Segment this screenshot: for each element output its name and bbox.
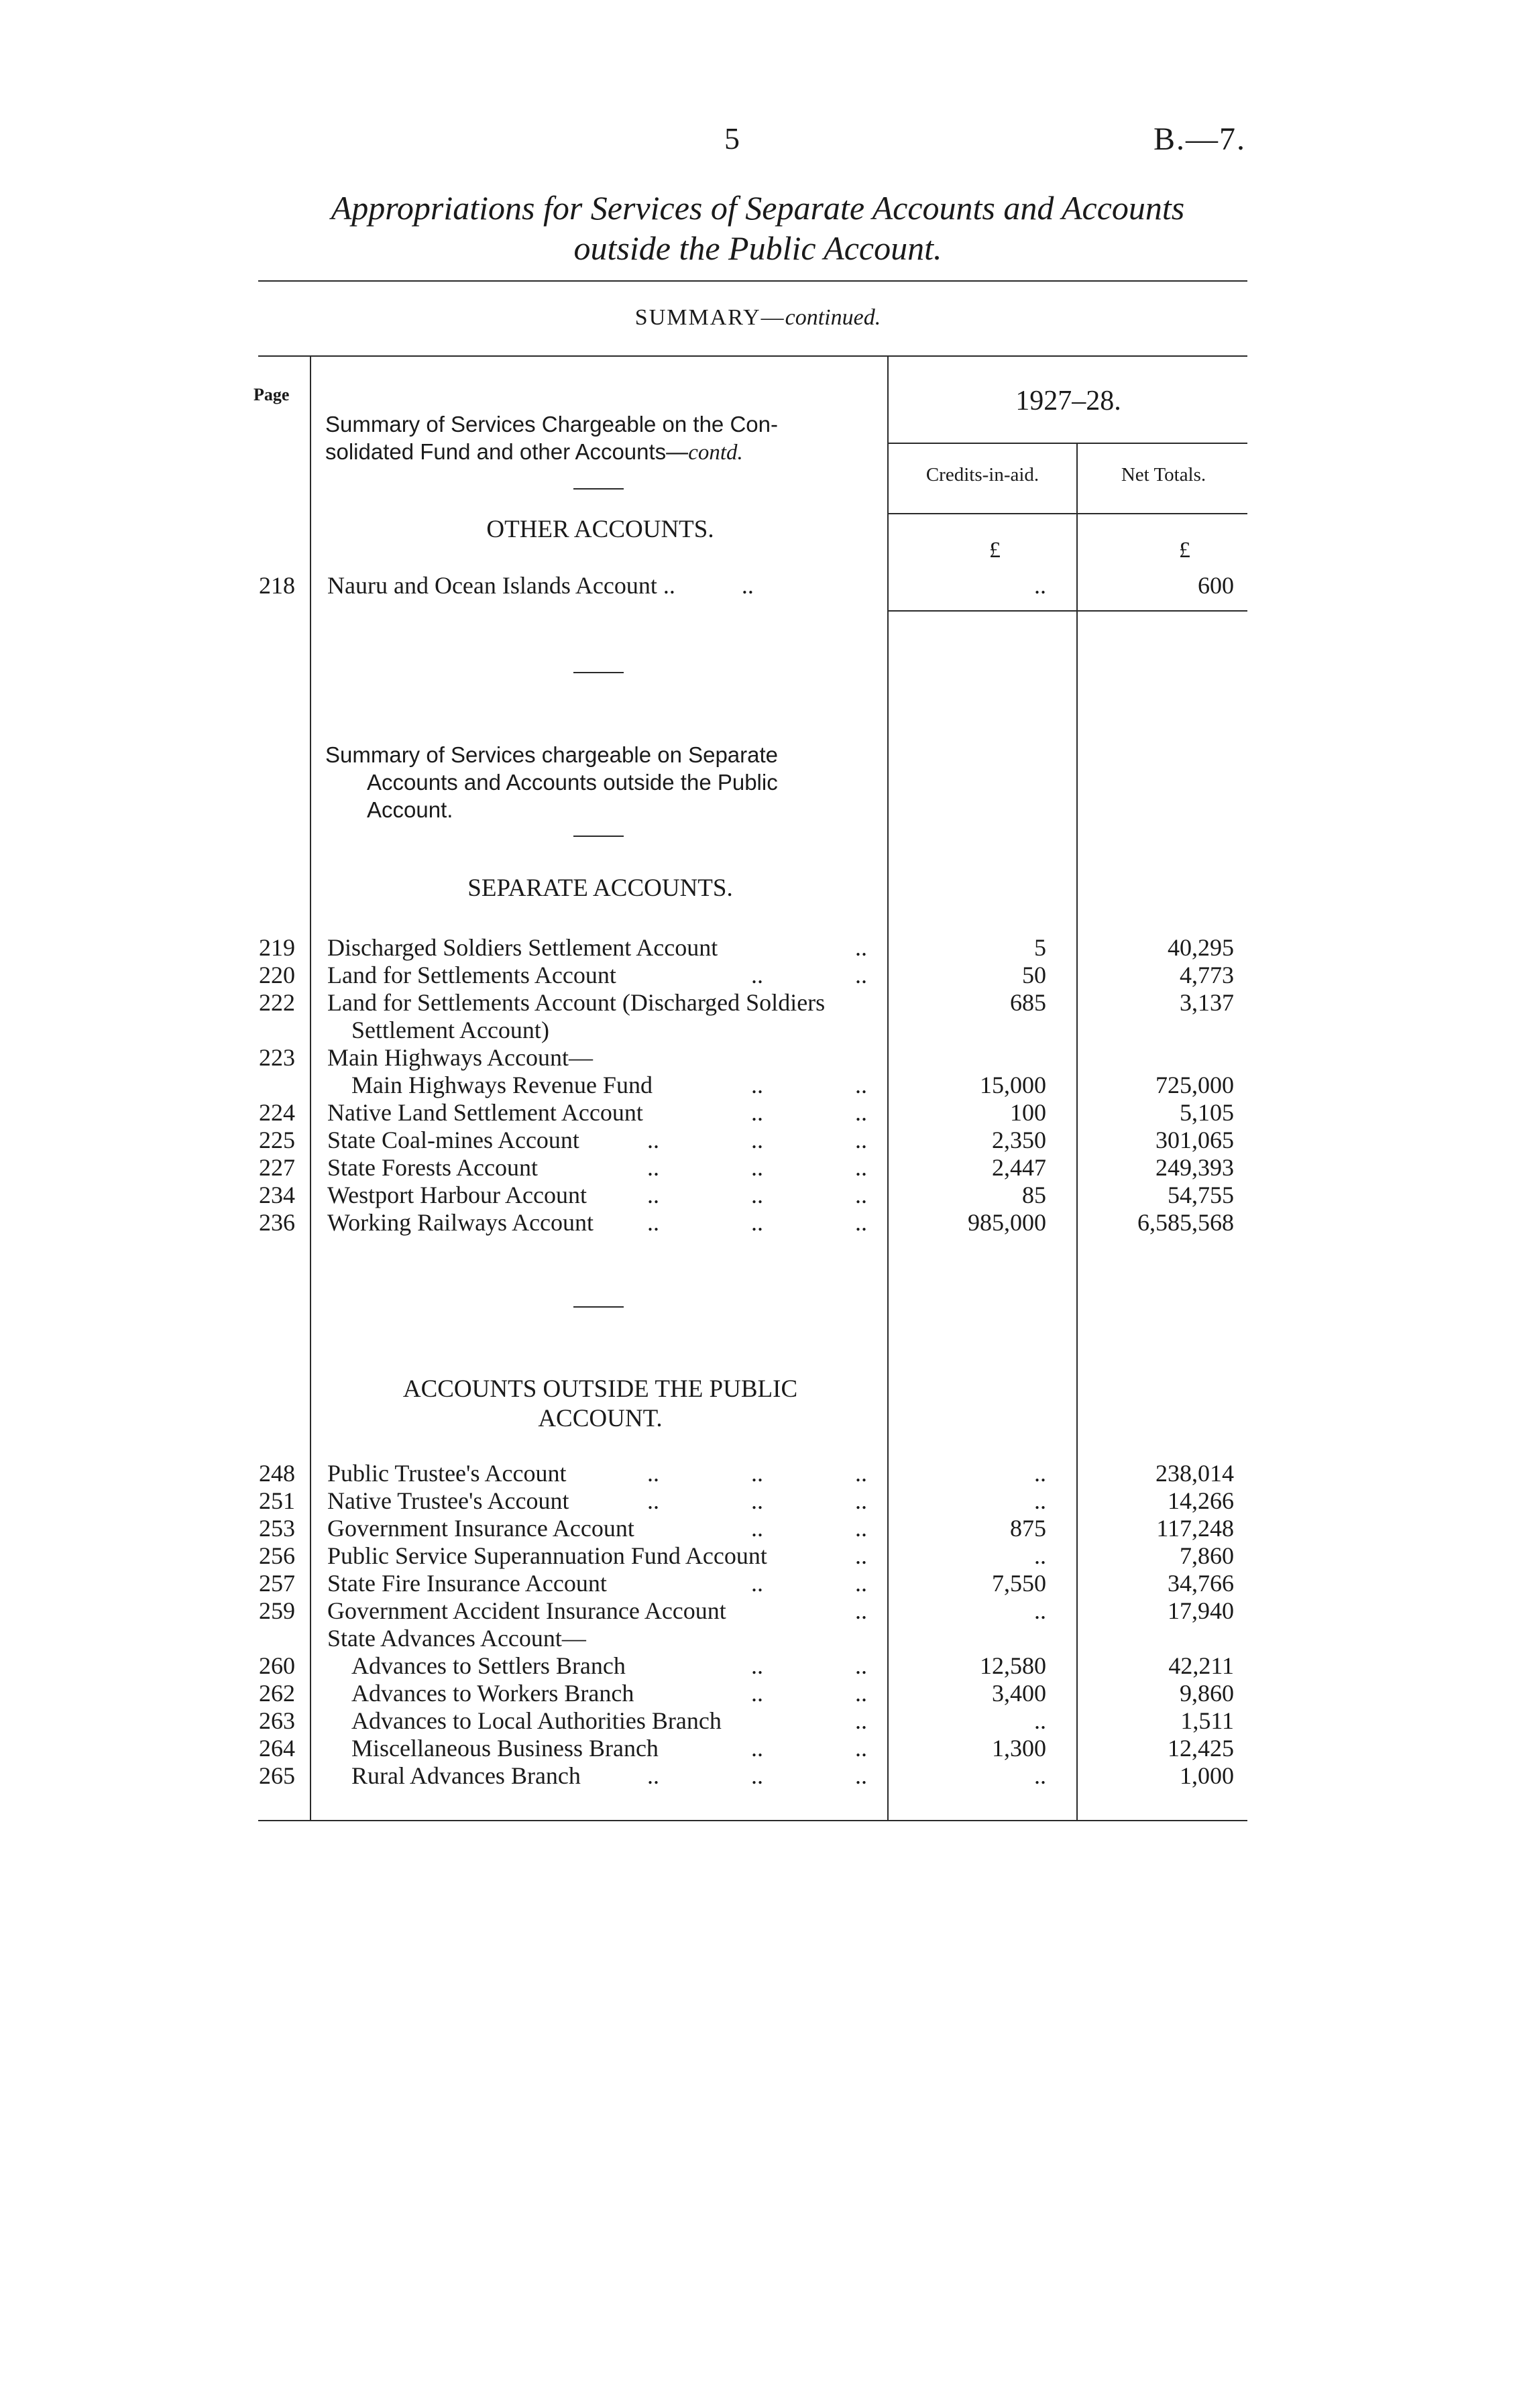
- credits-column-header: Credits-in-aid.: [925, 464, 1039, 485]
- row-page: 257: [259, 1570, 295, 1597]
- accounts-outside-heading-line1: ACCOUNTS OUTSIDE THE PUBLIC: [402, 1375, 798, 1403]
- row-name: Advances to Local Authorities Branch: [351, 1707, 722, 1734]
- row-name: Public Service Superannuation Fund Account: [327, 1542, 767, 1569]
- row-page: 236: [259, 1209, 295, 1236]
- row-net: 600: [1198, 572, 1234, 599]
- row-name: State Advances Account—: [327, 1625, 586, 1652]
- section2-heading: [325, 741, 875, 823]
- row-net: 117,248: [1156, 1515, 1234, 1542]
- row-credits: 50: [1022, 962, 1046, 988]
- row-name-text: Nauru and Ocean Islands Account: [327, 572, 657, 599]
- row-credits: 12,580: [980, 1652, 1046, 1679]
- summary-suffix: continued.: [785, 305, 881, 330]
- row-net: 40,295: [1168, 934, 1234, 961]
- row-name: Main Highways Account—: [327, 1044, 593, 1071]
- row-name: State Coal-mines Account: [327, 1127, 579, 1153]
- document-reference: B.—7.: [1153, 121, 1247, 157]
- row-page: 251: [259, 1487, 295, 1514]
- row-name: Miscellaneous Business Branch: [351, 1735, 659, 1762]
- column-header-underline: [889, 513, 1247, 514]
- row-net: 9,860: [1180, 1680, 1234, 1707]
- year-header: 1927–28.: [1015, 386, 1121, 416]
- row-name: Land for Settlements Account: [327, 962, 616, 988]
- row-name: Main Highways Revenue Fund: [351, 1072, 653, 1098]
- top-rule: [258, 280, 1247, 282]
- row-name: Advances to Workers Branch: [351, 1680, 634, 1707]
- row-name: Nauru and Ocean Islands Account .. ..: [327, 572, 754, 599]
- row-name: Public Trustee's Account: [327, 1460, 567, 1487]
- row-net: 301,065: [1156, 1127, 1234, 1153]
- row-name: Native Trustee's Account: [327, 1487, 569, 1514]
- summary-heading: [255, 305, 1261, 331]
- page-number: 5: [724, 121, 740, 156]
- row-net: 17,940: [1168, 1597, 1234, 1624]
- row-net: 42,211: [1168, 1652, 1234, 1679]
- accounts-outside-heading-line2: ACCOUNT.: [538, 1405, 663, 1432]
- other-accounts-heading: OTHER ACCOUNTS.: [486, 516, 714, 543]
- row-page: 219: [259, 934, 295, 961]
- row-net: 3,137: [1180, 989, 1234, 1016]
- section2-divider: [573, 836, 624, 837]
- row-net: 1,511: [1180, 1707, 1234, 1734]
- separate-accounts-heading: SEPARATE ACCOUNTS.: [467, 874, 733, 902]
- row-net: 249,393: [1156, 1154, 1234, 1181]
- row-credits: ..: [1034, 572, 1046, 599]
- row-credits: 100: [1010, 1099, 1046, 1126]
- accounts-outside-heading: [325, 1375, 875, 1434]
- row-page: 218: [259, 572, 295, 599]
- row-net: 54,755: [1168, 1182, 1234, 1208]
- row-net: 5,105: [1180, 1099, 1234, 1126]
- section1-heading: [325, 410, 875, 467]
- row-credits: ..: [1034, 1762, 1046, 1789]
- row-credits: 15,000: [980, 1072, 1046, 1098]
- row-page: 253: [259, 1515, 295, 1542]
- row-page: 262: [259, 1680, 295, 1707]
- row-page: 223: [259, 1044, 295, 1071]
- row-net: 14,266: [1168, 1487, 1234, 1514]
- section2-heading-line2: Accounts and Accounts outside the Public: [367, 770, 778, 795]
- row-net: 4,773: [1180, 962, 1234, 988]
- row-page: 225: [259, 1127, 295, 1153]
- page-column-divider: [310, 357, 311, 1820]
- table-bottom-rule: [258, 1820, 1247, 1821]
- row-credits: 985,000: [968, 1209, 1046, 1236]
- section1-heading-line1: Summary of Services Chargeable on the Con-: [325, 412, 778, 437]
- row-credits: ..: [1034, 1707, 1046, 1734]
- row-name: Advances to Settlers Branch: [351, 1652, 626, 1679]
- net-currency-symbol: £: [1179, 538, 1190, 563]
- table-top-rule: [258, 355, 1247, 357]
- row-name: Land for Settlements Account (Discharged Soldiers: [327, 989, 826, 1016]
- description-column-divider: [887, 357, 889, 1820]
- row-name: Rural Advances Branch: [351, 1762, 581, 1789]
- row-net: 7,860: [1180, 1542, 1234, 1569]
- section1-heading-contd: contd.: [688, 441, 743, 465]
- row-credits: 5: [1034, 934, 1046, 961]
- row-name: State Fire Insurance Account: [327, 1570, 607, 1597]
- currency-underline: [889, 610, 1247, 612]
- row-page: 224: [259, 1099, 295, 1126]
- row-page: 227: [259, 1154, 295, 1181]
- row-credits: 1,300: [992, 1735, 1046, 1762]
- section2-heading-line1: Summary of Services chargeable on Separate: [325, 742, 779, 767]
- section-separator: [573, 672, 624, 673]
- row-page: 265: [259, 1762, 295, 1789]
- row-page: 256: [259, 1542, 295, 1569]
- row-credits: 2,350: [992, 1127, 1046, 1153]
- row-name: Discharged Soldiers Settlement Account: [327, 934, 718, 961]
- row-name: Working Railways Account: [327, 1209, 594, 1236]
- row-page: 264: [259, 1735, 295, 1762]
- row-credits: 85: [1022, 1182, 1046, 1208]
- row-credits: 875: [1010, 1515, 1046, 1542]
- row-net: 12,425: [1168, 1735, 1234, 1762]
- row-page: 248: [259, 1460, 295, 1487]
- section1-heading-line2-text: solidated Fund and other Accounts—: [325, 439, 689, 464]
- credits-currency-symbol: £: [989, 538, 1001, 563]
- row-net: 725,000: [1156, 1072, 1234, 1098]
- row-credits: ..: [1034, 1487, 1046, 1514]
- summary-prefix: SUMMARY—: [634, 305, 785, 330]
- title-line-2: outside the Public Account.: [573, 229, 942, 267]
- row-name: State Forests Account: [327, 1154, 538, 1181]
- row-page: 234: [259, 1182, 295, 1208]
- row-credits: 7,550: [992, 1570, 1046, 1597]
- row-name: Westport Harbour Account: [327, 1182, 587, 1208]
- page-title: [255, 188, 1261, 268]
- row-net: 6,585,568: [1137, 1209, 1234, 1236]
- title-line-1: Appropriations for Services of Separate Accounts and Accounts: [331, 189, 1185, 227]
- row-page: 222: [259, 989, 295, 1016]
- row-credits: ..: [1034, 1542, 1046, 1569]
- section1-divider: [573, 488, 624, 490]
- row-name: Government Accident Insurance Account: [327, 1597, 726, 1624]
- row-credits: ..: [1034, 1597, 1046, 1624]
- row-name: Government Insurance Account: [327, 1515, 634, 1542]
- row-net: 1,000: [1180, 1762, 1234, 1789]
- row-credits: 3,400: [992, 1680, 1046, 1707]
- row-page: 220: [259, 962, 295, 988]
- row-credits: ..: [1034, 1460, 1046, 1487]
- row-page: 259: [259, 1597, 295, 1624]
- row-page: 263: [259, 1707, 295, 1734]
- section1-heading-line2: [325, 438, 875, 467]
- row-net: 34,766: [1168, 1570, 1234, 1597]
- row-page: 260: [259, 1652, 295, 1679]
- net-totals-column-header: Net Totals.: [1121, 464, 1206, 485]
- section2-heading-line3: Account.: [367, 797, 453, 822]
- row-credits: 2,447: [992, 1154, 1046, 1181]
- section-separator: [573, 1306, 624, 1308]
- row-name: Settlement Account): [351, 1017, 549, 1043]
- year-underline: [889, 443, 1247, 444]
- row-name: Native Land Settlement Account: [327, 1099, 643, 1126]
- row-net: 238,014: [1156, 1460, 1234, 1487]
- page-column-header: Page: [253, 385, 290, 404]
- row-credits: 685: [1010, 989, 1046, 1016]
